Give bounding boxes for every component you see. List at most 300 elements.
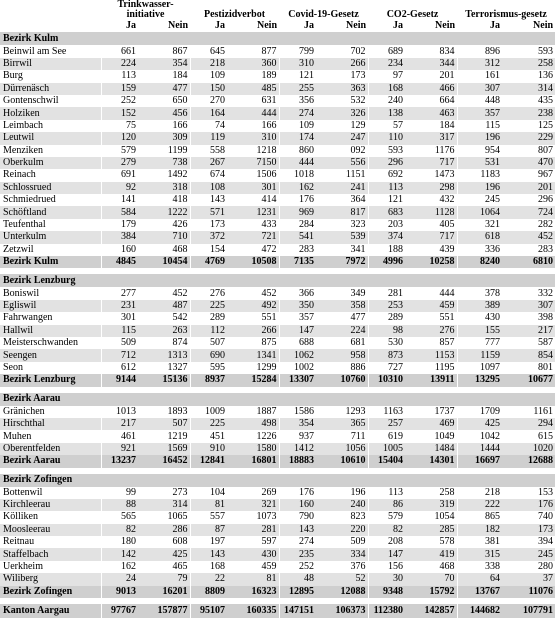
nein-value: 439 [439,243,455,255]
municipality-row [0,524,555,536]
nein-value: 1151 [345,169,366,181]
nein-value: 354 [138,58,190,70]
ja-value: 321 [457,219,502,231]
nein-value: 593 [538,45,554,57]
ja-value: 113 [101,70,138,82]
nein-value: 10677 [502,374,555,386]
nein-value: 224 [316,325,368,337]
nein-value: 266 [227,325,279,337]
municipality-row-label: Reinach [3,169,36,181]
nein-value: 414 [261,194,277,206]
nein-value: 1054 [434,511,455,523]
ja-value: 8809 [190,586,227,598]
nein-header: Nein [533,20,554,32]
ja-value: 176 [279,194,316,206]
ja-value: 372 [190,231,227,243]
ja-value: 558 [190,145,227,157]
ja-value: 336 [457,244,502,256]
nein-value: 16323 [227,586,279,598]
municipality-row [0,219,555,231]
ja-value: 119 [190,132,227,144]
nein-value: 125 [538,119,554,131]
ja-value: 557 [190,511,227,523]
nein-value: 1887 [256,405,277,417]
ja-value: 444 [279,157,316,169]
ja-value: 12895 [279,586,316,598]
nein-value: 201 [439,70,455,82]
nein-value: 1506 [256,169,277,181]
ja-value: 112 [190,325,227,337]
ja-value: 448 [457,95,502,107]
nein-value: 817 [316,206,368,218]
ja-value: 154 [190,244,227,256]
nein-value: 1492 [167,169,188,181]
nein-value: 551 [261,312,277,324]
municipality-row-label: Seengen [0,349,101,361]
canton-total-row [0,604,555,618]
ja-value: 141 [101,194,138,206]
ja-value: 366 [279,287,316,299]
nein-value: 1893 [167,405,188,417]
nein-value: 173 [502,524,555,536]
nein-value: 1341 [227,349,279,361]
ja-value: 593 [368,145,405,157]
ja-value: 75 [101,120,138,132]
ja-value: 252 [279,561,316,573]
municipality-row-label: Boniswil [3,287,40,299]
ja-value: 74 [190,120,227,132]
ja-value: 1042 [457,430,502,442]
municipality-row [0,548,555,560]
district-header [0,474,555,487]
municipality-row [0,300,555,312]
nein-value: 296 [538,194,554,206]
nein-value: 466 [405,83,457,95]
ja-value: 7135 [279,256,316,268]
district-total-row-label: Bezirk Aarau [0,455,101,467]
nein-value: 1569 [138,443,190,455]
nein-value: 459 [261,561,277,573]
nein-value: 854 [502,349,555,361]
ja-value: 4769 [190,256,227,268]
ja-value: 281 [368,287,405,299]
nein-value: 615 [538,430,554,442]
nein-value: 160335 [227,604,279,618]
ja-value: 799 [279,45,316,57]
ja-value: 176 [279,487,316,499]
ja-value: 389 [457,300,502,312]
proposal-header: Terrorismus-gesetz [465,9,547,20]
nein-value: 280 [538,561,554,573]
ja-value: 82 [101,524,138,536]
ja-value: 196 [457,132,502,144]
ja-value: 1586 [279,406,316,418]
nein-value: 1195 [434,361,455,373]
nein-value: 286 [138,524,190,536]
ja-value: 289 [368,312,405,324]
ja-value: 113 [368,182,405,194]
ja-value: 173 [190,219,227,231]
nein-value: 468 [439,561,455,573]
nein-value: 452 [502,231,555,243]
municipality-row-label: Schöftland [0,206,101,218]
nein-value: 507 [138,418,190,430]
nein-value: 435 [538,95,554,107]
nein-value: 285 [405,524,457,536]
ja-value: 1159 [457,349,502,361]
ja-value: 203 [368,219,405,231]
nein-value: 176 [502,499,555,511]
nein-value: 15284 [227,374,279,386]
ja-value: 690 [190,349,227,361]
ja-value: 689 [368,45,405,57]
municipality-row [0,83,555,95]
ja-value: 64 [457,573,502,585]
district-header-label: Bezirk Kulm [0,32,555,45]
nein-value: 509 [350,536,366,548]
ja-value: 156 [368,561,405,573]
ja-value: 12841 [190,455,227,467]
nein-value: 258 [502,58,555,70]
nein-value: 886 [350,361,366,373]
ja-value: 727 [368,362,405,374]
municipality-row-label: Uerkheim [3,561,43,573]
nein-value: 263 [138,325,190,337]
ja-value: 307 [457,83,502,95]
ja-value: 24 [101,573,138,585]
ja-value: 267 [190,157,227,169]
nein-value: 240 [316,499,368,511]
municipality-row-label: Schmiedrued [3,194,56,206]
ja-value: 92 [101,182,138,194]
municipality-row-label: Seon [3,361,23,373]
municipality-row-label: Moosleerau [0,524,101,536]
nein-value: 201 [502,182,555,194]
municipality-row [0,325,555,337]
ja-value: 9144 [101,374,138,386]
district-total-row-label: Bezirk Zofingen [0,586,101,598]
nein-value: 1056 [316,443,368,455]
ja-value: 147 [279,325,316,337]
nein-value: 664 [439,95,455,107]
nein-value: 1222 [138,206,190,218]
municipality-row-label: Gränichen [3,405,45,417]
nein-value: 477 [138,83,190,95]
nein-value: 710 [138,231,190,243]
nein-value: 1049 [434,430,455,442]
nein-value: 492 [227,300,279,312]
nein-value: 801 [538,361,554,373]
municipality-row-label: Fahrwangen [3,312,53,324]
nein-value: 10508 [227,256,279,268]
nein-value: 444 [439,287,455,299]
ja-value: 312 [457,58,502,70]
nein-value: 344 [405,58,457,70]
nein-value: 12688 [502,455,555,467]
ja-value: 147 [368,548,405,560]
ja-value: 164 [190,107,227,119]
ja-value: 168 [368,83,405,95]
nein-value: 107791 [502,604,555,618]
nein-value: 092 [350,144,366,156]
nein-value: 418 [172,194,188,206]
municipality-row-label: Kirchleerau [0,499,101,511]
ja-value: 257 [368,418,405,430]
ja-value: 910 [190,443,227,455]
ja-value: 860 [279,145,316,157]
municipality-row-label: Hallwil [0,325,101,337]
proposal-header: CO2-Gesetz [386,9,439,20]
ja-value: 81 [190,499,227,511]
ja-value: 88 [101,499,138,511]
municipality-row [0,70,555,82]
municipality-row [0,58,555,70]
nein-value: 273 [172,486,188,498]
ja-value: 584 [101,206,138,218]
ja-value: 374 [368,231,405,243]
nein-value: 81 [227,573,279,585]
nein-header: Nein [257,20,278,32]
ja-value: 274 [279,107,316,119]
ja-value: 104 [190,487,227,499]
nein-value: 875 [261,337,277,349]
nein-value: 70 [405,573,457,585]
nein-value: 711 [350,430,366,442]
municipality-row-label: Bottenwil [3,486,43,498]
nein-value: 608 [172,536,188,548]
ja-value: 162 [279,182,316,194]
ja-value: 160 [101,244,138,256]
district-header [0,393,555,406]
nein-value: 444 [227,107,279,119]
nein-value: 477 [350,312,366,324]
municipality-row [0,120,555,132]
ja-value: 121 [279,70,316,82]
municipality-row [0,132,555,144]
district-header-label: Bezirk Lenzburg [0,274,555,287]
nein-value: 52 [316,573,368,585]
ja-value: 873 [368,349,405,361]
ja-value: 8240 [457,256,502,268]
municipality-row [0,536,555,548]
district-header [0,274,555,287]
municipality-row [0,231,555,243]
ja-value: 110 [368,132,405,144]
municipality-row-label: Teufenthal [3,219,46,231]
ja-value: 109 [190,70,227,82]
ja-value: 712 [101,349,138,361]
district-total-row [0,586,555,598]
ja-value: 1005 [368,443,405,455]
nein-value: 425 [138,548,190,560]
nein-value: 229 [502,132,555,144]
nein-value: 349 [350,287,366,299]
ja-value: 356 [279,95,316,107]
nein-value: 238 [502,107,555,119]
ja-value: 1013 [101,406,138,418]
nein-value: 967 [538,169,554,181]
nein-value: 1299 [256,361,277,373]
municipality-row-label: Oberkulm [0,157,101,169]
ja-value: 253 [368,300,405,312]
ja-value: 255 [279,83,316,95]
municipality-row-label: Holziken [0,107,101,119]
ja-value: 143 [190,548,227,560]
nein-value: 173 [350,70,366,82]
nein-value: 319 [405,499,457,511]
nein-value: 282 [538,219,554,231]
ja-value: 13295 [457,374,502,386]
nein-value: 1313 [138,349,190,361]
nein-value: 1473 [434,169,455,181]
ja-value: 691 [101,169,138,181]
ja-value: 310 [279,58,316,70]
ja-value: 579 [101,145,138,157]
ja-value: 9348 [368,586,405,598]
nein-value: 241 [316,182,368,194]
ja-value: 378 [457,287,502,299]
ja-value: 1002 [279,362,316,374]
nein-value: 314 [138,499,190,511]
ja-value: 277 [101,287,138,299]
nein-value: 1219 [167,430,188,442]
nein-value: 823 [350,511,366,523]
nein-value: 10610 [316,455,368,467]
nein-value: 309 [138,132,190,144]
ja-value: 661 [101,45,138,57]
ja-value: 896 [457,45,502,57]
nein-value: 10258 [405,256,457,268]
ja-value: 179 [101,219,138,231]
ja-value: 430 [457,312,502,324]
nein-value: 874 [172,337,188,349]
district-total-row [0,374,555,386]
nein-value: 463 [405,107,457,119]
nein-value: 341 [350,243,366,255]
ja-header: Ja [393,20,404,32]
ja-value: 1444 [457,443,502,455]
nein-value: 1176 [434,144,455,156]
municipality-row [0,45,555,57]
municipality-row-label: Staffelbach [0,548,101,560]
nein-value: 551 [439,312,455,324]
nein-value: 7972 [316,256,368,268]
nein-header: Nein [168,20,189,32]
proposal-header: Pestizidverbot [203,9,266,20]
municipality-row-label: Unterkulm [0,231,101,243]
nein-value: 1327 [167,361,188,373]
ja-value: 270 [190,95,227,107]
ja-value: 357 [457,107,502,119]
nein-value: 15136 [138,374,190,386]
ja-value: 13237 [101,455,138,467]
nein-value: 14301 [405,455,457,467]
ja-value: 531 [457,157,502,169]
nein-value: 432 [439,194,455,206]
nein-value: 470 [502,157,555,169]
nein-value: 834 [439,45,455,57]
ja-value: 865 [457,511,502,523]
district-header [0,32,555,45]
ja-value: 8937 [190,374,227,386]
nein-value: 266 [316,58,368,70]
municipality-row [0,418,555,430]
ja-value: 218 [457,487,502,499]
nein-value: 702 [350,45,366,57]
ja-value: 159 [101,83,138,95]
ja-value: 245 [457,194,502,206]
nein-value: 498 [227,418,279,430]
ja-value: 99 [101,487,138,499]
nein-value: 1128 [405,206,457,218]
nein-value: 184 [172,70,188,82]
ja-value: 143 [279,524,316,536]
nein-value: 1293 [345,405,366,417]
ja-value: 16697 [457,455,502,467]
ja-value: 276 [190,287,227,299]
ja-value: 121 [368,194,405,206]
ja-value: 13307 [279,374,316,386]
ja-value: 222 [457,499,502,511]
ja-value: 160 [279,499,316,511]
ja-value: 4996 [368,256,405,268]
ja-value: 9013 [101,586,138,598]
ja-value: 384 [101,231,138,243]
ja-value: 82 [368,524,405,536]
ja-value: 692 [368,169,405,181]
ja-value: 683 [368,206,405,218]
nein-value: 15792 [405,586,457,598]
municipality-row-label: Dürrenäsch [0,83,101,95]
ja-value: 18883 [279,455,316,467]
municipality-row [0,430,555,442]
nein-value: 1231 [227,206,279,218]
nein-value: 321 [227,499,279,511]
ja-value: 315 [457,548,502,560]
district-total-row [0,256,555,268]
municipality-row-label: Muhen [3,430,32,442]
nein-value: 314 [502,83,555,95]
nein-value: 485 [227,83,279,95]
nein-value: 721 [227,231,279,243]
nein-value: 16201 [138,586,190,598]
ja-value: 279 [101,157,138,169]
municipality-row-label: Reitnau [3,536,35,548]
ja-value: 541 [279,231,316,243]
ja-value: 954 [457,145,502,157]
ja-value: 1183 [457,169,502,181]
nein-value: 360 [227,58,279,70]
municipality-row [0,499,555,511]
municipality-row [0,487,555,499]
ja-value: 688 [279,337,316,349]
ja-value: 150 [190,83,227,95]
ja-value: 161 [457,70,502,82]
ja-value: 115 [457,120,502,132]
nein-header: Nein [435,20,456,32]
nein-value: 166 [172,119,188,131]
municipality-row [0,312,555,324]
ja-value: 571 [190,206,227,218]
ja-value: 182 [457,524,502,536]
ja-value: 289 [190,312,227,324]
ja-value: 1018 [279,169,316,181]
municipality-row-label: Wiliberg [0,573,101,585]
nein-value: 196 [350,486,366,498]
nein-value: 11076 [502,586,555,598]
nein-value: 6810 [502,256,555,268]
ja-value: 95107 [190,604,227,618]
